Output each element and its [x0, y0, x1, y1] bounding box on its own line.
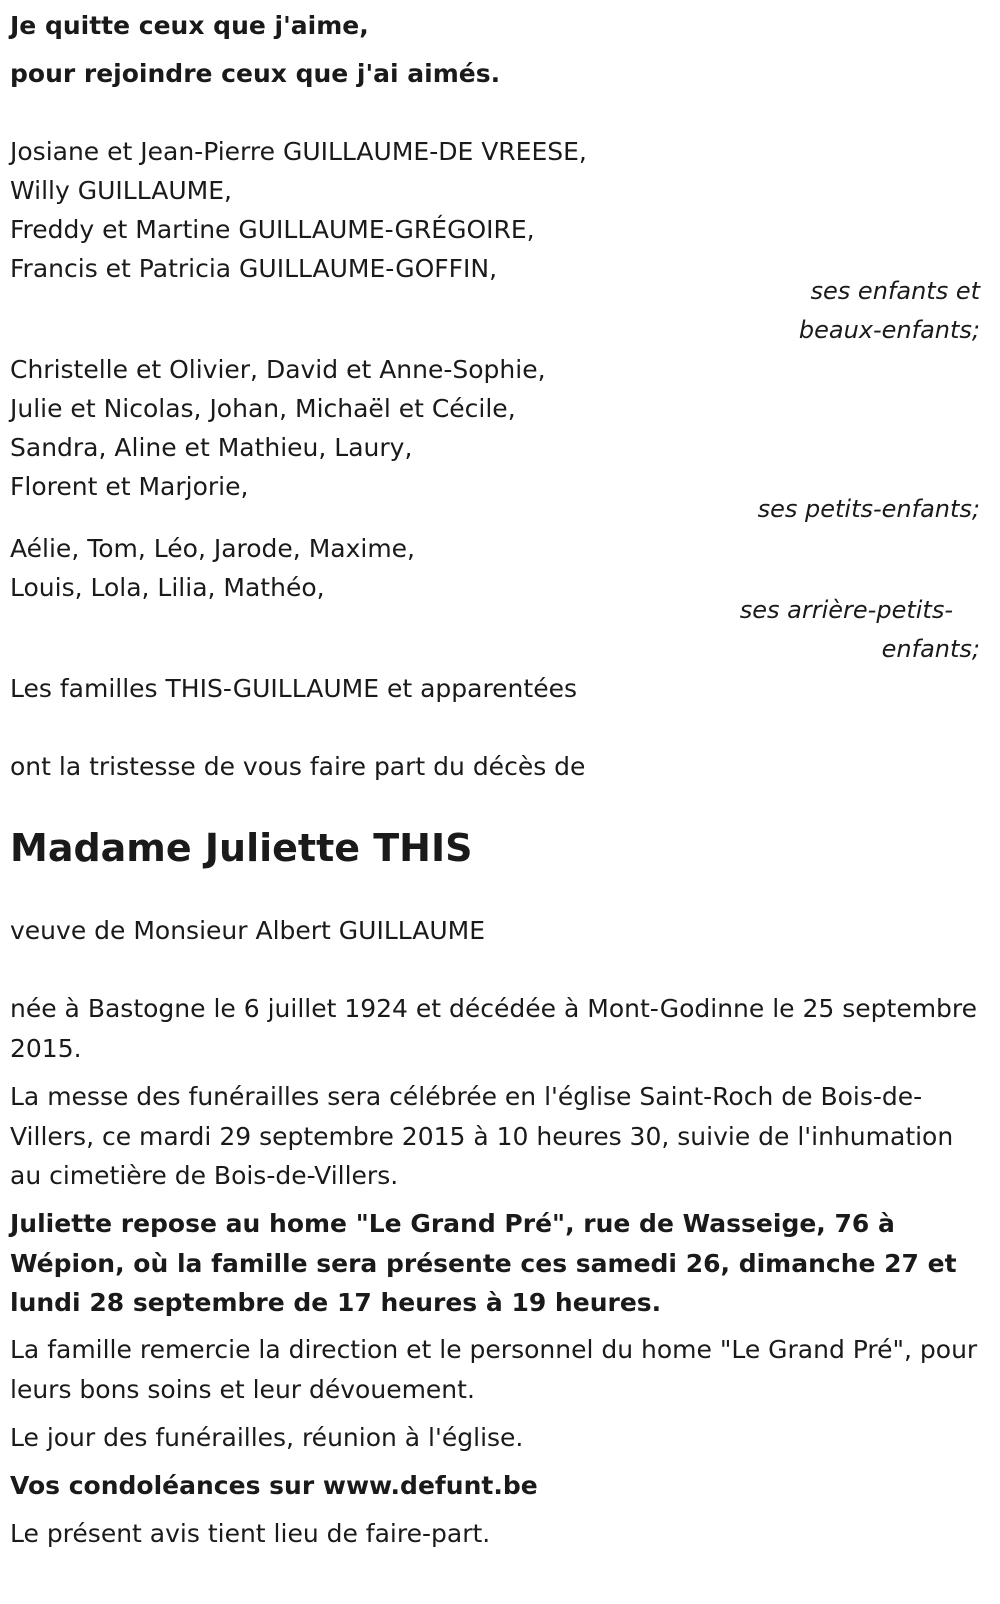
- families-line: Les familles THIS-GUILLAUME et apparentées: [10, 674, 577, 703]
- birth-death-paragraph: née à Bastogne le 6 juillet 1924 et décédée à Mont-Godinne le 25 septembre 2015.: [10, 994, 978, 1063]
- relation-children: [799, 272, 980, 350]
- relation-line: enfants;: [881, 635, 980, 663]
- family-line: Florent et Marjorie,: [10, 472, 249, 501]
- great-grandchildren-list: [10, 529, 415, 607]
- deceased-name: Madame Juliette THIS: [10, 826, 473, 870]
- relation-line: ses arrière-petits-: [739, 596, 953, 624]
- visitation-paragraph: Juliette repose au home "Le Grand Pré", rue de Wasseige, 76 à Wépion, où la famille sera présente ces samedi 26, dimanche 27 et lundi 28 septembre de 17 heures à 19 heures.: [10, 1209, 957, 1317]
- relation-line: ses enfants et: [810, 277, 980, 305]
- family-line: Sandra, Aline et Mathieu, Laury,: [10, 433, 413, 462]
- family-line: Aélie, Tom, Léo, Jarode, Maxime,: [10, 534, 416, 563]
- family-line: Louis, Lola, Lilia, Mathéo,: [10, 573, 325, 602]
- epitaph-line-1: Je quitte ceux que j'aime,: [10, 11, 369, 40]
- grandchildren-list: [10, 350, 546, 506]
- notice-line: Le présent avis tient lieu de faire-part.: [10, 1519, 491, 1548]
- announcement-line: ont la tristesse de vous faire part du décès de: [10, 752, 586, 781]
- family-line: Josiane et Jean-Pierre GUILLAUME-DE VREESE,: [10, 137, 587, 166]
- obituary-notice: [10, 0, 990, 1604]
- family-line: Christelle et Olivier, David et Anne-Sophie,: [10, 355, 546, 384]
- funeral-mass-paragraph: La messe des funérailles sera célébrée en l'église Saint-Roch de Bois-de-Villers, ce mardi 29 septembre 2015 à 10 heures 30, suivie de l'inhumation au cimetière de Bois-de-Villers.: [10, 1082, 954, 1190]
- condolences-line: Vos condoléances sur www.defunt.be: [10, 1471, 538, 1500]
- relation-grandchildren: [758, 490, 980, 529]
- epitaph-line-2: pour rejoindre ceux que j'ai aimés.: [10, 59, 501, 88]
- family-line: Francis et Patricia GUILLAUME-GOFFIN,: [10, 254, 498, 283]
- relation-great-grandchildren: [739, 591, 980, 669]
- family-line: Freddy et Martine GUILLAUME-GRÉGOIRE,: [10, 215, 535, 244]
- relation-line: beaux-enfants;: [798, 316, 980, 344]
- thanks-paragraph: La famille remercie la direction et le personnel du home "Le Grand Pré", pour leurs bons soins et leur dévouement.: [10, 1335, 978, 1404]
- family-line: Willy GUILLAUME,: [10, 176, 232, 205]
- relation-line: ses petits-enfants;: [757, 495, 980, 523]
- family-line: Julie et Nicolas, Johan, Michaël et Cécile,: [10, 394, 516, 423]
- children-list: [10, 132, 587, 288]
- widow-of-line: veuve de Monsieur Albert GUILLAUME: [10, 916, 486, 945]
- meeting-paragraph: Le jour des funérailles, réunion à l'église.: [10, 1423, 524, 1452]
